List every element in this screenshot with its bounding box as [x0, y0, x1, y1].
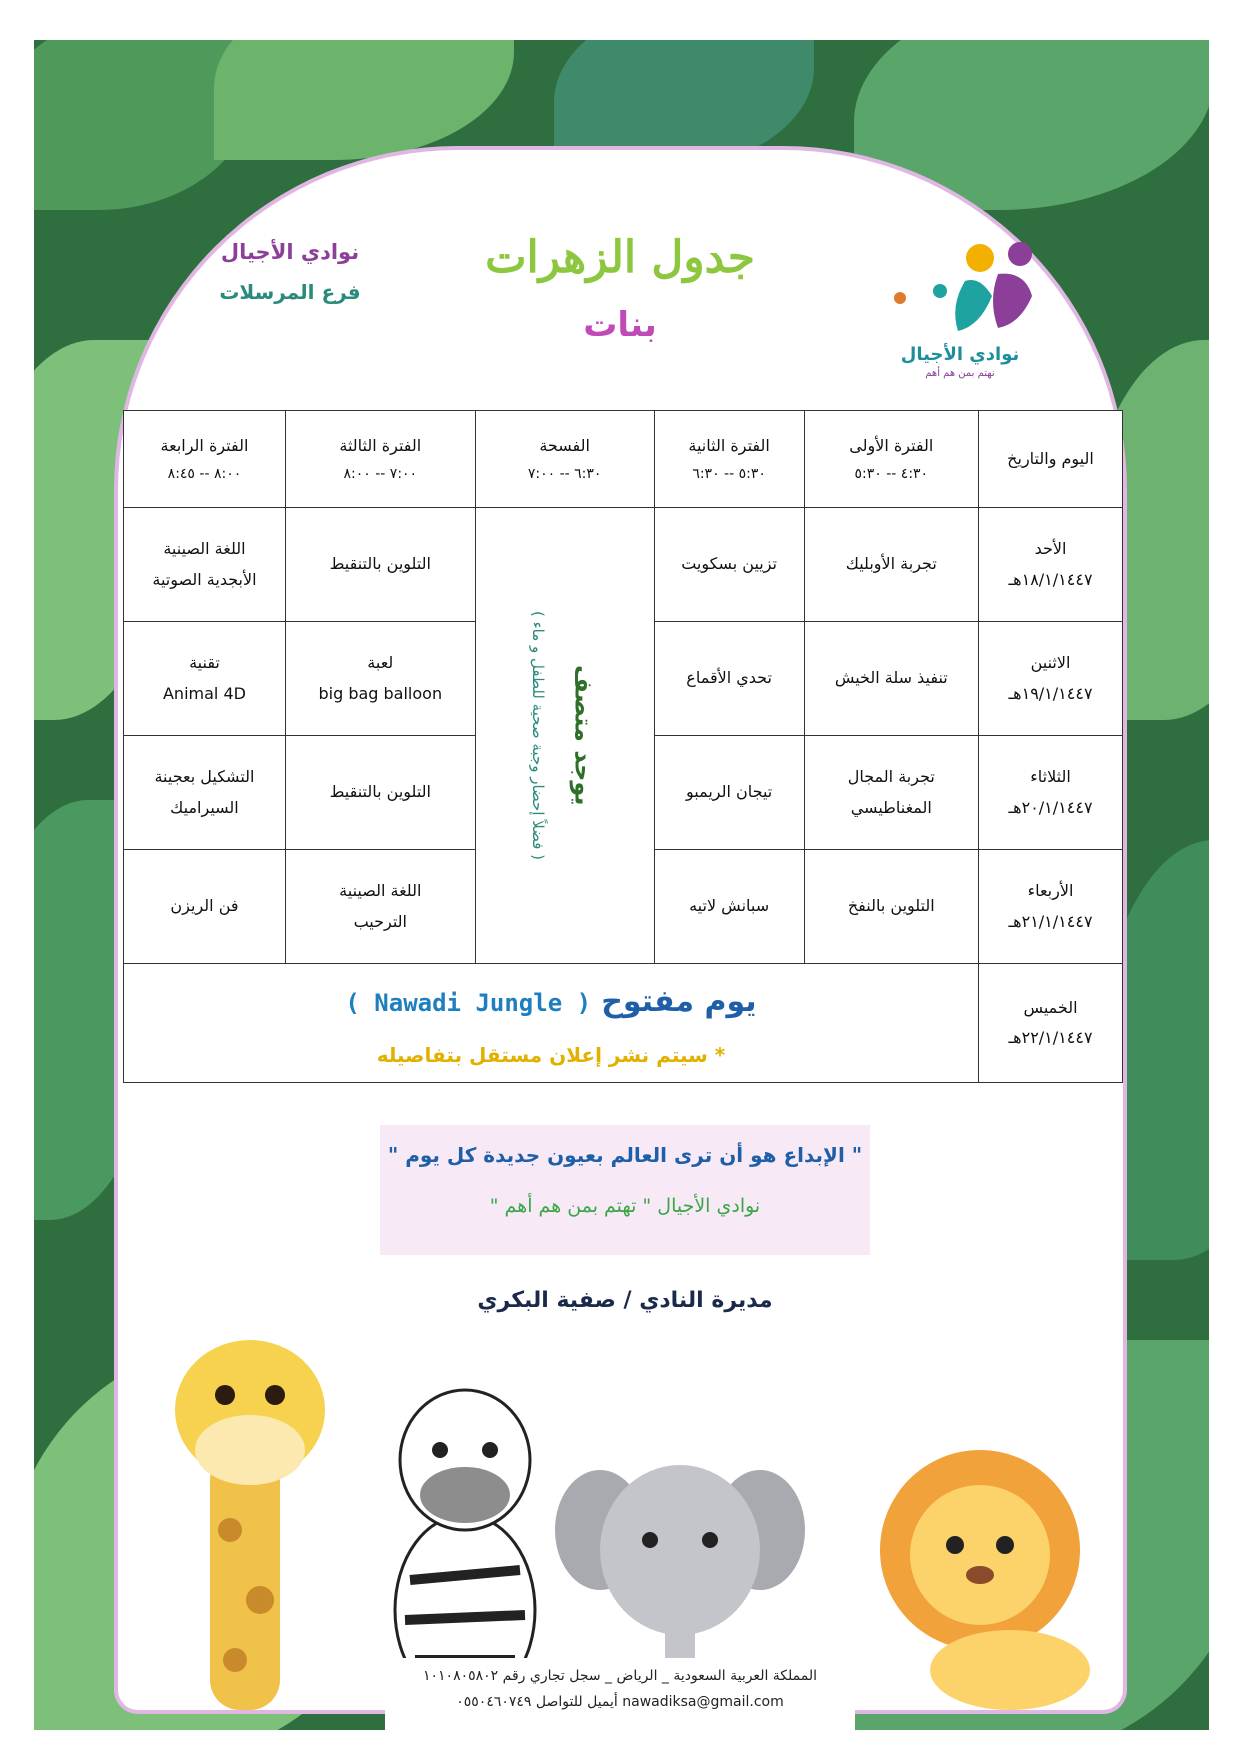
activity-cell: تجربة المجال المغناطيسي [804, 736, 978, 850]
leaf-decoration [214, 40, 514, 160]
open-day-cell [124, 964, 979, 1083]
activity-cell: فن الريزن [124, 850, 286, 964]
header-period-2: الفترة الثانية ٥:٣٠ -- ٦:٣٠ [654, 411, 804, 508]
page-subtitle: بنات [583, 305, 657, 345]
club-logo [880, 236, 1040, 386]
activity-cell: تجربة الأوبليك [804, 508, 978, 622]
logo-figures-icon [880, 236, 1040, 346]
header-day-date: اليوم والتاريخ [979, 411, 1123, 508]
announcement-text: * سيتم نشر إعلان مستقل بتفاصيله [376, 1042, 726, 1067]
page-title: جدول الزهرات [485, 232, 755, 283]
table-header-row [124, 411, 1123, 508]
day-cell: الثلاثاء ٢٠/١/١٤٤٧هـ [979, 736, 1123, 850]
table-row [124, 508, 1123, 622]
logo-tagline: نهتم بمن هم أهم [925, 368, 995, 379]
header-break: الفسحة ٦:٣٠ -- ٧:٠٠ [475, 411, 654, 508]
footer [385, 1658, 855, 1730]
activity-cell: التلوين بالتنقيط [285, 736, 475, 850]
break-cell [475, 508, 654, 964]
header-period-3: الفترة الثالثة ٧:٠٠ -- ٨:٠٠ [285, 411, 475, 508]
activity-cell: التشكيل بعجينة السيراميك [124, 736, 286, 850]
event-name: ( Nawadi Jungle ) [345, 988, 592, 1017]
activity-cell: اللغة الصينية الترحيب [285, 850, 475, 964]
club-name: نوادي الأجيال [220, 240, 360, 264]
quote-line-2: نوادي الأجيال " تهتم بمن هم أهم " [489, 1195, 761, 1217]
lion-icon [860, 1450, 1100, 1710]
branch-name: فرع المرسلات [219, 280, 361, 304]
day-cell: الاثنين ١٩/١/١٤٤٧هـ [979, 622, 1123, 736]
activity-cell: لعبة big bag balloon [285, 622, 475, 736]
day-cell: الخميس ٢٢/١/١٤٤٧هـ [979, 964, 1123, 1083]
quote-box [380, 1125, 870, 1255]
giraffe-icon [150, 1300, 380, 1720]
activity-cell: التلوين بالنفخ [804, 850, 978, 964]
day-cell: الأربعاء ٢١/١/١٤٤٧هـ [979, 850, 1123, 964]
activity-cell: تيجان الريمبو [654, 736, 804, 850]
header-period-4: الفترة الرابعة ٨:٠٠ -- ٨:٤٥ [124, 411, 286, 508]
header-club-info [200, 240, 380, 304]
quote-line-1: " الإبداع هو أن ترى العالم بعيون جديدة كل يوم " [387, 1143, 863, 1167]
activity-cell: تحدي الأقماع [654, 622, 804, 736]
break-main-text: يوجد متصف [569, 665, 598, 806]
manager-signature: مديرة النادي / صفية البكري [477, 1288, 773, 1313]
table-row-thursday [124, 964, 1123, 1083]
activity-cell: التلوين بالتنقيط [285, 508, 475, 622]
activity-cell: تنفيذ سلة الخيش [804, 622, 978, 736]
break-note-text: ( فضلاً إحضار وجبة صحية للطفل و ماء ) [529, 610, 548, 860]
footer-contact: nawadiksa@gmail.com أيميل للتواصل ٠٥٥٠٤٦٠٧٤٩ [456, 1694, 784, 1710]
logo-text: نوادي الأجيال [900, 344, 1020, 365]
footer-address: المملكة العربية السعودية _ الرياض _ سجل تجاري رقم ١٠١٠٨٠٥٨٠٢ [422, 1668, 818, 1684]
schedule-table [123, 410, 1123, 1083]
open-day-title: يوم مفتوح [601, 983, 757, 1019]
activity-cell: تزيين بسكويت [654, 508, 804, 622]
activity-cell: اللغة الصينية الأبجدية الصوتية [124, 508, 286, 622]
day-cell: الأحد ١٨/١/١٤٤٧هـ [979, 508, 1123, 622]
activity-cell: تقنية Animal 4D [124, 622, 286, 736]
header-period-1: الفترة الأولى ٤:٣٠ -- ٥:٣٠ [804, 411, 978, 508]
activity-cell: سبانش لاتيه [654, 850, 804, 964]
